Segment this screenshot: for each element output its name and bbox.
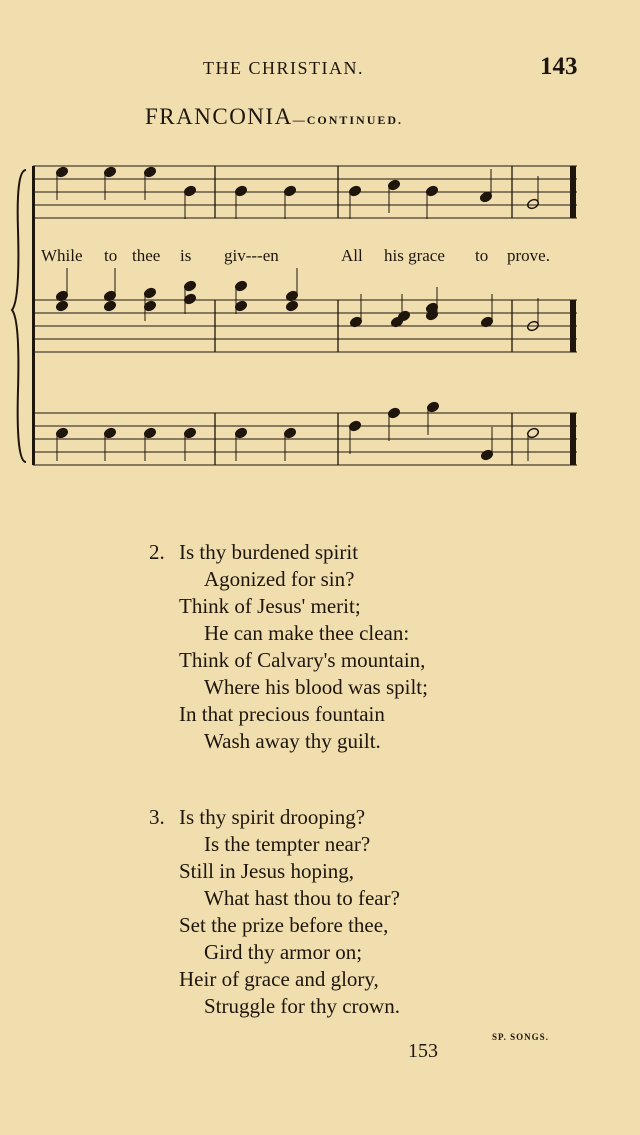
lyric-syllable: to (475, 246, 489, 265)
stanza-line: Gird thy armor on; (204, 940, 363, 964)
tune-title (145, 104, 403, 130)
lyric-syllable: giv---en (224, 246, 279, 265)
system-line (32, 166, 35, 465)
stanza-line: Still in Jesus hoping, (179, 859, 355, 883)
stanza-line: Heir of grace and glory, (179, 967, 379, 991)
final-bar (570, 413, 576, 465)
stanza-line: Think of Calvary's mountain, (179, 648, 426, 672)
lyric-syllable: is (180, 246, 192, 265)
lyric-syllable: to (104, 246, 118, 265)
note-head (55, 300, 68, 312)
lyric-syllable: prove. (507, 246, 550, 265)
tune-name: FRANCONIA (145, 104, 293, 129)
stanza-line: What hast thou to fear? (204, 886, 400, 910)
lyric-syllable: All (341, 246, 363, 265)
stanza-number: 2. (149, 540, 165, 564)
stanza-line: Where his blood was spilt; (204, 675, 428, 699)
stanza-line: Is thy spirit drooping? (179, 805, 366, 829)
running-title: THE CHRISTIAN. (203, 58, 364, 78)
page-number: 143 (540, 53, 578, 80)
note-head (285, 300, 298, 312)
stanza-number: 3. (149, 805, 165, 829)
stanza-line: Is thy burdened spirit (179, 540, 359, 564)
final-bar (570, 300, 576, 352)
folio-number: 153 (408, 1040, 438, 1062)
stanza-line: Think of Jesus' merit; (179, 594, 361, 618)
music-score (0, 150, 640, 480)
lyric-syllable: While (41, 246, 83, 265)
lyric-syllable: his grace (384, 246, 445, 265)
stanza-line: Is the tempter near? (204, 832, 371, 856)
stanza-line: In that precious fountain (179, 702, 385, 726)
signature-mark: SP. SONGS. (492, 1032, 549, 1042)
stanza-line: Set the prize before thee, (179, 913, 389, 937)
lyric-syllable: thee (132, 246, 161, 265)
tune-suffix: —CONTINUED. (292, 113, 404, 127)
note-head (103, 300, 116, 312)
final-bar (570, 166, 576, 218)
stanza-line: Agonized for sin? (204, 567, 355, 591)
stanza-line: Struggle for thy crown. (204, 994, 400, 1018)
stanza-line: He can make thee clean: (204, 621, 410, 645)
brace (12, 170, 26, 462)
stanza-line: Wash away thy guilt. (204, 729, 381, 753)
